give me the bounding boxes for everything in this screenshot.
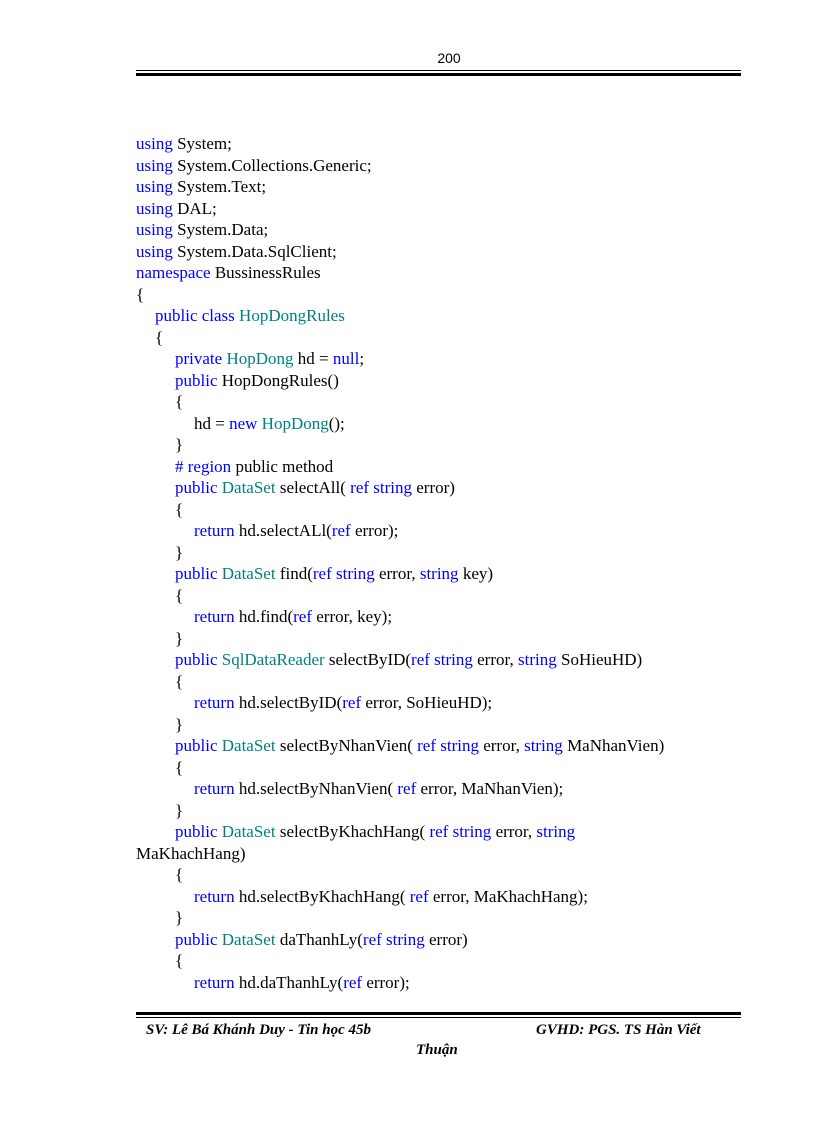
code-text: ; xyxy=(359,349,365,368)
code-type: DataSet xyxy=(221,478,276,497)
code-line xyxy=(175,800,183,822)
code-text: key) xyxy=(458,564,494,583)
code-text: hd.selectByKhachHang( xyxy=(234,887,410,906)
code-type: HopDong xyxy=(226,349,294,368)
code-text: public method xyxy=(231,457,334,476)
footer-rule-thin xyxy=(136,1017,741,1018)
code-text: hd.selectByNhanVien( xyxy=(234,779,398,798)
code-text: } xyxy=(175,908,184,927)
code-line xyxy=(194,778,563,800)
header-rule-thick xyxy=(136,73,741,76)
code-text: hd = xyxy=(194,414,230,433)
code-text: find( xyxy=(275,564,313,583)
code-text: { xyxy=(155,328,164,347)
code-text: error, key); xyxy=(312,607,393,626)
code-keyword: public xyxy=(175,564,218,583)
code-line xyxy=(175,671,183,693)
code-line xyxy=(136,176,266,198)
code-text: HopDongRules() xyxy=(217,371,339,390)
code-type: DataSet xyxy=(221,822,276,841)
code-keyword: ref string xyxy=(362,930,425,949)
code-keyword: public xyxy=(175,736,218,755)
code-keyword: using xyxy=(136,242,173,261)
code-line xyxy=(136,133,232,155)
code-text: error) xyxy=(412,478,455,497)
code-line xyxy=(175,391,183,413)
code-text: error); xyxy=(362,973,410,992)
code-keyword: using xyxy=(136,220,173,239)
code-text: System.Data.SqlClient; xyxy=(172,242,337,261)
footer-advisor-continued: Thuận xyxy=(416,1042,458,1058)
code-line xyxy=(136,843,246,865)
code-line xyxy=(175,585,183,607)
code-line xyxy=(175,348,364,370)
code-line xyxy=(155,305,345,327)
code-text: } xyxy=(175,715,184,734)
code-keyword: new xyxy=(229,414,258,433)
code-text: error, xyxy=(374,564,420,583)
code-line xyxy=(136,155,372,177)
code-text: { xyxy=(175,672,184,691)
footer-rule-thick xyxy=(136,1012,741,1015)
code-text: selectByNhanVien( xyxy=(275,736,418,755)
code-text: SoHieuHD) xyxy=(556,650,643,669)
code-text: { xyxy=(175,586,184,605)
code-text: hd.selectByID( xyxy=(234,693,343,712)
code-text: error); xyxy=(350,521,399,540)
code-line xyxy=(175,563,493,585)
page-number: 200 xyxy=(437,50,461,66)
code-line xyxy=(175,821,575,843)
code-keyword: ref string xyxy=(417,736,479,755)
code-keyword: ref string xyxy=(350,478,413,497)
code-line xyxy=(175,477,455,499)
code-text: hd.daThanhLy( xyxy=(234,973,344,992)
code-keyword: public xyxy=(175,478,218,497)
code-line xyxy=(175,929,468,951)
code-text: selectByID( xyxy=(324,650,412,669)
code-keyword: public xyxy=(175,930,218,949)
code-text: error) xyxy=(424,930,468,949)
code-type: HopDong xyxy=(261,414,329,433)
code-line xyxy=(194,606,392,628)
code-text: error, xyxy=(478,736,525,755)
code-keyword: public xyxy=(175,822,218,841)
code-line xyxy=(155,327,163,349)
header-rule-thin xyxy=(136,70,741,71)
code-text: hd.find( xyxy=(234,607,294,626)
code-text: System.Text; xyxy=(172,177,267,196)
footer-student: SV: Lê Bá Khánh Duy - Tin học 45b xyxy=(146,1022,372,1038)
code-text: System; xyxy=(172,134,232,153)
code-type: HopDongRules xyxy=(239,306,345,325)
code-keyword: return xyxy=(194,973,235,992)
code-type: DataSet xyxy=(221,930,276,949)
code-text: System.Collections.Generic; xyxy=(172,156,372,175)
code-keyword: public xyxy=(175,650,218,669)
code-line xyxy=(194,692,492,714)
code-line xyxy=(136,219,268,241)
code-keyword: ref xyxy=(409,887,429,906)
code-line xyxy=(136,241,337,263)
code-line xyxy=(175,370,339,392)
code-line xyxy=(175,735,664,757)
code-line xyxy=(175,907,183,929)
code-type: DataSet xyxy=(221,736,276,755)
code-keyword: private xyxy=(175,349,223,368)
code-line xyxy=(175,434,183,456)
code-line xyxy=(175,714,183,736)
code-line xyxy=(136,262,321,284)
code-text: (); xyxy=(328,414,345,433)
code-text: { xyxy=(175,500,184,519)
code-keyword: using xyxy=(136,177,173,196)
code-keyword: string xyxy=(518,650,557,669)
code-line xyxy=(175,950,183,972)
code-text: MaKhachHang) xyxy=(136,844,246,863)
code-keyword: # region xyxy=(175,457,232,476)
code-keyword: return xyxy=(194,521,235,540)
code-text: { xyxy=(175,951,184,970)
code-text: { xyxy=(136,285,145,304)
code-text: } xyxy=(175,629,184,648)
code-keyword: using xyxy=(136,134,173,153)
code-line xyxy=(194,972,410,994)
code-text: { xyxy=(175,758,184,777)
code-keyword: return xyxy=(194,693,235,712)
code-line xyxy=(175,649,642,671)
code-text: selectAll( xyxy=(275,478,351,497)
code-text: { xyxy=(175,865,184,884)
footer-advisor: GVHD: PGS. TS Hàn Viết xyxy=(536,1022,701,1038)
code-text: selectByKhachHang( xyxy=(275,822,430,841)
code-keyword: string xyxy=(419,564,459,583)
code-text: } xyxy=(175,801,184,820)
code-text: BussinessRules xyxy=(210,263,321,282)
code-text: daThanhLy( xyxy=(275,930,363,949)
code-keyword: ref xyxy=(343,973,363,992)
code-keyword: string xyxy=(536,822,576,841)
code-text: hd = xyxy=(293,349,333,368)
code-keyword: ref xyxy=(342,693,362,712)
code-line xyxy=(175,499,183,521)
code-text: DAL; xyxy=(172,199,217,218)
code-keyword: using xyxy=(136,199,173,218)
code-text: } xyxy=(175,543,184,562)
code-keyword: ref string xyxy=(312,564,375,583)
code-text: error, xyxy=(472,650,518,669)
code-line xyxy=(175,864,183,886)
code-text: { xyxy=(175,392,184,411)
code-line xyxy=(194,520,398,542)
code-type: DataSet xyxy=(221,564,276,583)
code-line xyxy=(175,628,183,650)
code-line xyxy=(136,198,217,220)
code-keyword: ref xyxy=(397,779,417,798)
code-text: hd.selectALl( xyxy=(234,521,332,540)
code-keyword: ref string xyxy=(411,650,473,669)
code-keyword: using xyxy=(136,156,173,175)
code-line xyxy=(194,413,345,435)
code-keyword: ref string xyxy=(429,822,492,841)
code-line xyxy=(136,284,144,306)
code-line xyxy=(175,456,333,478)
code-keyword: namespace xyxy=(136,263,211,282)
code-keyword: string xyxy=(524,736,563,755)
code-text: error, SoHieuHD); xyxy=(361,693,493,712)
code-keyword: null xyxy=(332,349,360,368)
code-keyword: ref xyxy=(331,521,351,540)
code-type: SqlDataReader xyxy=(221,650,325,669)
code-text: MaNhanVien) xyxy=(562,736,665,755)
code-keyword: public class xyxy=(155,306,235,325)
code-line xyxy=(175,542,183,564)
code-keyword: return xyxy=(194,887,235,906)
code-text: error, xyxy=(491,822,537,841)
code-keyword: return xyxy=(194,779,235,798)
code-keyword: ref xyxy=(293,607,313,626)
code-keyword: public xyxy=(175,371,218,390)
code-line xyxy=(194,886,588,908)
code-text: error, MaKhachHang); xyxy=(428,887,588,906)
code-line xyxy=(175,757,183,779)
code-keyword: return xyxy=(194,607,235,626)
code-text: System.Data; xyxy=(172,220,269,239)
code-text: } xyxy=(175,435,184,454)
code-text: error, MaNhanVien); xyxy=(416,779,564,798)
